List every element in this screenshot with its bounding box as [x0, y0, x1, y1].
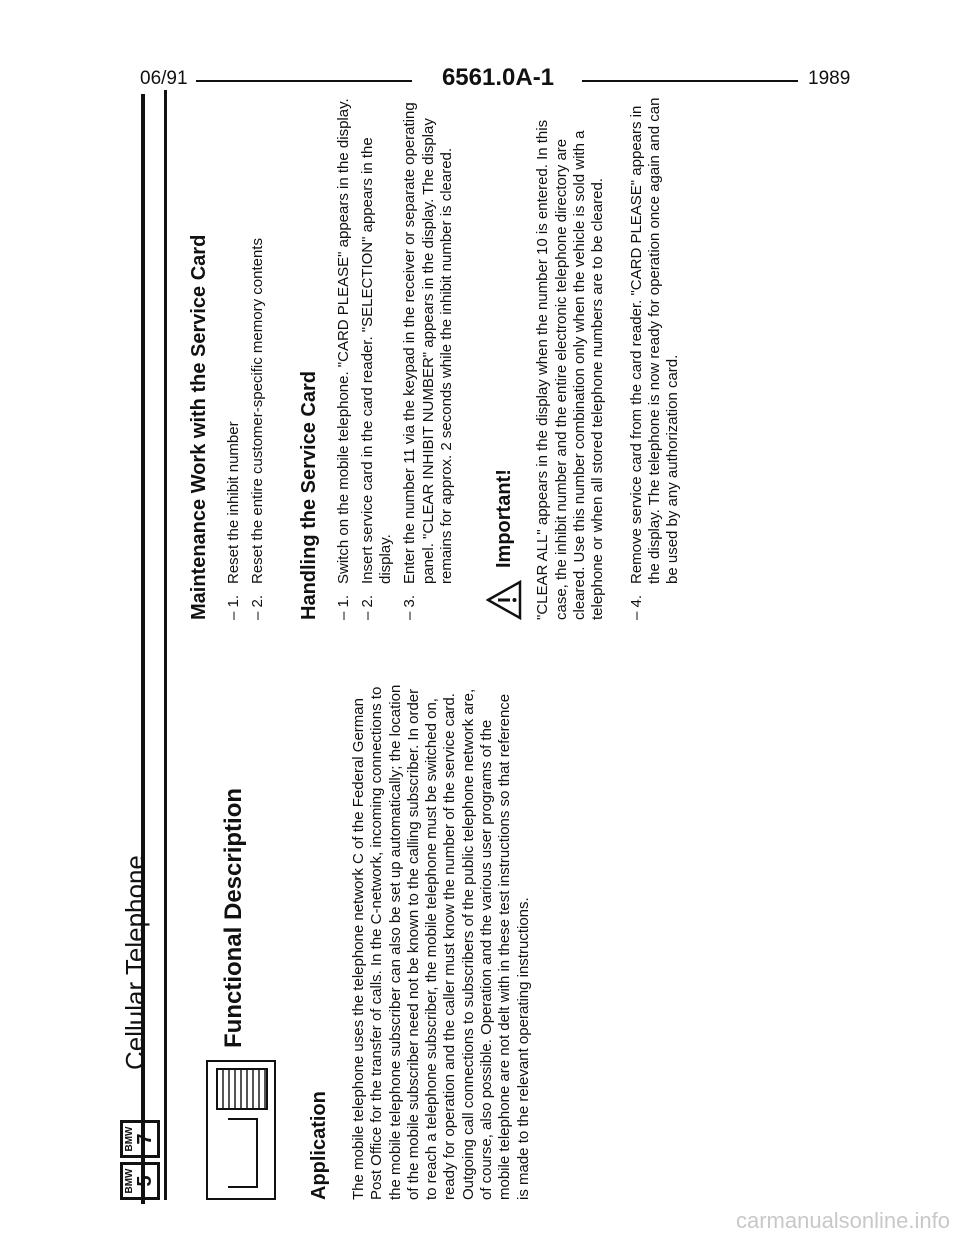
important-label: Important!	[492, 469, 515, 568]
header-rule-right	[582, 80, 798, 82]
model-badge-7: BMW 7	[120, 1120, 160, 1158]
list-item: – 2. Reset the entire customer-specific memory contents	[249, 238, 267, 620]
handling-list	[335, 90, 457, 620]
application-heading: Application	[308, 1091, 330, 1200]
title-rule	[164, 90, 167, 1200]
functional-description-heading: Functional Description	[220, 787, 247, 1048]
model-badge-5: BMW 5	[120, 1162, 160, 1200]
brand-badges	[120, 1090, 160, 1200]
document-number: 6561.0A-1	[441, 64, 555, 91]
rotated-page-content	[120, 90, 840, 1200]
application-text: The mobile telephone uses the telephone network C of the Federal German Post Office for the transfer of calls. In the C-network, incoming connections to the mobile telephone subscriber can also be set up automatically; the location of the mobile subscriber need not be known to the calling subscriber. In order to reach a telephone subscriber, the mobile telephone must be switched on, ready for operation and the caller must know the number of the service card. Outgoing call connections to subscribers of the public telephone network are, of course, also possible. Operation and the various user programs of the mobile telephone are not delt with in these test instructions so that reference is made to the relevant operating instructions.	[350, 684, 532, 1200]
maintenance-list	[225, 90, 268, 620]
circuit-document-icon	[206, 1060, 276, 1200]
important-text: "CLEAR ALL" appears in the display when the number 10 is entered. In this case, the inhibit number and the entire electronic telephone directory are cleared. Use this number combination only when the vehicle is sold with a telephone or when all stored telephone numbers are to be cleared.	[534, 119, 607, 620]
list-item: – 3. Enter the number 11 via the keypad in the receiver or separate operating panel. "CLEAR INHIBIT NUMBER" appears in the display. The display remains for approx. 2 seconds while the inhibit number is cleared.	[401, 102, 456, 620]
important-callout	[486, 90, 522, 620]
maintenance-heading: Maintenance Work with the Service Card	[188, 234, 210, 620]
list-item: – 4. Remove service card from the card reader. "CARD PLEASE" appears in the display. The telephone is now ready for operation once again and can be used by any authorization card.	[627, 97, 682, 620]
list-item: – 1. Reset the inhibit number	[225, 421, 242, 620]
warning-icon	[486, 580, 522, 620]
header-rule-left	[196, 80, 412, 82]
list-item: – 2. Insert service card in the card reader. "SELECTION" appears in the display.	[358, 137, 395, 620]
watermark: carmanualsonline.info	[735, 1208, 950, 1233]
list-item: – 1. Switch on the mobile telephone. "CARD PLEASE" appears in the display.	[334, 98, 352, 620]
handling-heading: Handling the Service Card	[297, 371, 320, 620]
document-icon	[216, 1068, 268, 1110]
model-year: 1989	[808, 68, 851, 89]
date-code: 06/91	[140, 68, 188, 89]
service-card-column	[188, 90, 712, 620]
final-step-list	[628, 90, 683, 620]
circuit-symbol-icon	[228, 1118, 258, 1188]
section-title: Cellular Telephone	[120, 855, 150, 1070]
